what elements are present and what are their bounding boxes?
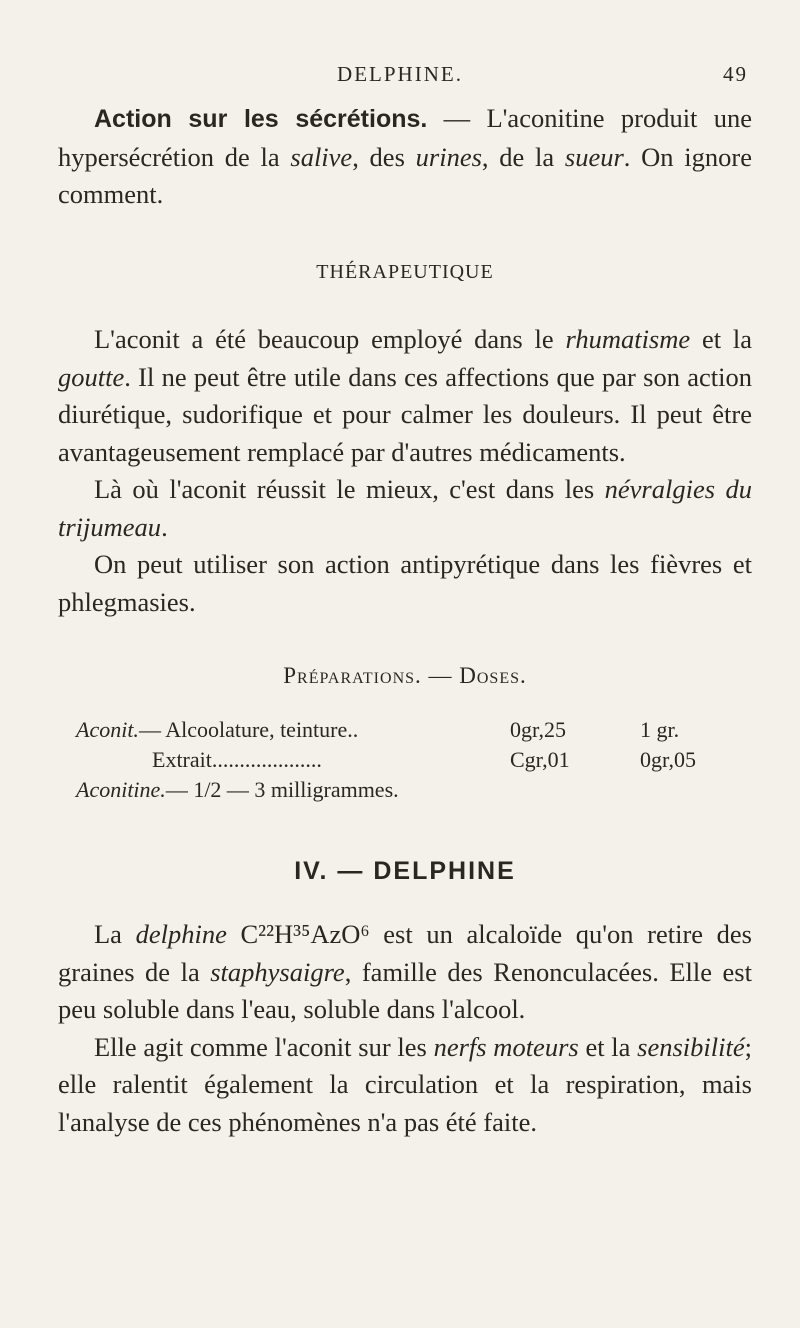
dose-row-extrait	[58, 745, 752, 775]
text-run: ; elle ralentit également la circulation et la respiration, mais l'analyse de ces phénomènes n'a pas été faite.	[58, 1031, 753, 1137]
italic-term: névralgies du trijumeau	[58, 474, 753, 542]
text-run: , famille des Renonculacées. Elle est peu soluble dans l'eau, soluble dans l'alcool.	[58, 956, 752, 1024]
page-number: 49	[723, 62, 748, 86]
paragraph-delphine-2	[58, 1029, 752, 1142]
italic-term: urines	[415, 141, 482, 172]
dose-max: 1 gr.	[640, 716, 680, 742]
italic-term: staphysaigre	[210, 956, 345, 987]
text-run: , des	[352, 141, 416, 172]
italic-term: rhumatisme	[565, 324, 691, 354]
italic-term: salive	[290, 141, 353, 172]
italic-term: sensibilité	[637, 1031, 745, 1062]
preparation-desc: — Alcoolature, teinture..	[138, 716, 359, 742]
dose-max: 0gr,05	[640, 746, 696, 772]
text-run: et la	[690, 324, 753, 354]
text-run: . On ignore comment.	[58, 141, 753, 209]
paragraph-therapeutique-1	[58, 321, 752, 471]
text-run: L'aconit a été beaucoup employé dans le	[94, 324, 566, 354]
preparation-desc: — 1/2 — 3 milligrammes.	[165, 776, 399, 802]
text-run: La	[94, 919, 136, 949]
text-run: . Il ne peut être utile dans ces affections que par son action diurétique, sudorifique et pour calmer les douleurs. Il peut être avantageusement remplacé par d'autres médicaments.	[58, 361, 752, 467]
preparation-desc: Extrait....................	[152, 746, 322, 772]
dose-row-aconit	[58, 715, 752, 745]
text-run: Elle agit comme l'aconit sur les	[94, 1031, 434, 1062]
italic-term: nerfs moteurs	[433, 1031, 579, 1062]
chapter-heading-delphine: IV. — DELPHINE	[294, 856, 516, 885]
italic-term: delphine	[135, 919, 227, 949]
text-run: — L'aconitine produit une hypersécrétion de la	[58, 103, 752, 172]
running-title: DELPHINE.	[337, 62, 463, 86]
paragraph-action	[58, 100, 752, 214]
italic-term: goutte	[58, 361, 125, 392]
paragraph-delphine-1	[58, 916, 752, 1029]
section-heading-therapeutique: THÉRAPEUTIQUE	[316, 260, 494, 283]
drug-name: Aconitine.	[76, 776, 166, 802]
paragraph-therapeutique-3: On peut utiliser son action antipyrétique dans les fièvres et phlegmasies.	[58, 549, 752, 617]
paragraph-therapeutique-2	[58, 471, 752, 546]
text-run: .	[161, 511, 168, 542]
dose-table	[58, 715, 752, 805]
chemical-formula: C²²H³⁵AzO⁶	[226, 919, 370, 949]
paragraph-lead: Action sur les sécrétions.	[94, 105, 428, 133]
section-heading-preparations: Préparations. — Doses.	[283, 663, 527, 688]
dose-min: Cgr,01	[510, 746, 570, 772]
text-run: est un alcaloïde qu'on retire des graines de la	[58, 919, 752, 987]
text-run: , de la	[481, 141, 565, 172]
dose-row-aconitine	[58, 775, 752, 805]
text-run: et la	[578, 1031, 638, 1062]
running-head	[0, 62, 800, 92]
text-run: Là où l'aconit réussit le mieux, c'est dans les	[94, 474, 605, 504]
body-text	[58, 100, 752, 1141]
dose-min: 0gr,25	[510, 716, 566, 742]
drug-name: Aconit.	[76, 716, 139, 742]
italic-term: sueur	[564, 141, 624, 172]
